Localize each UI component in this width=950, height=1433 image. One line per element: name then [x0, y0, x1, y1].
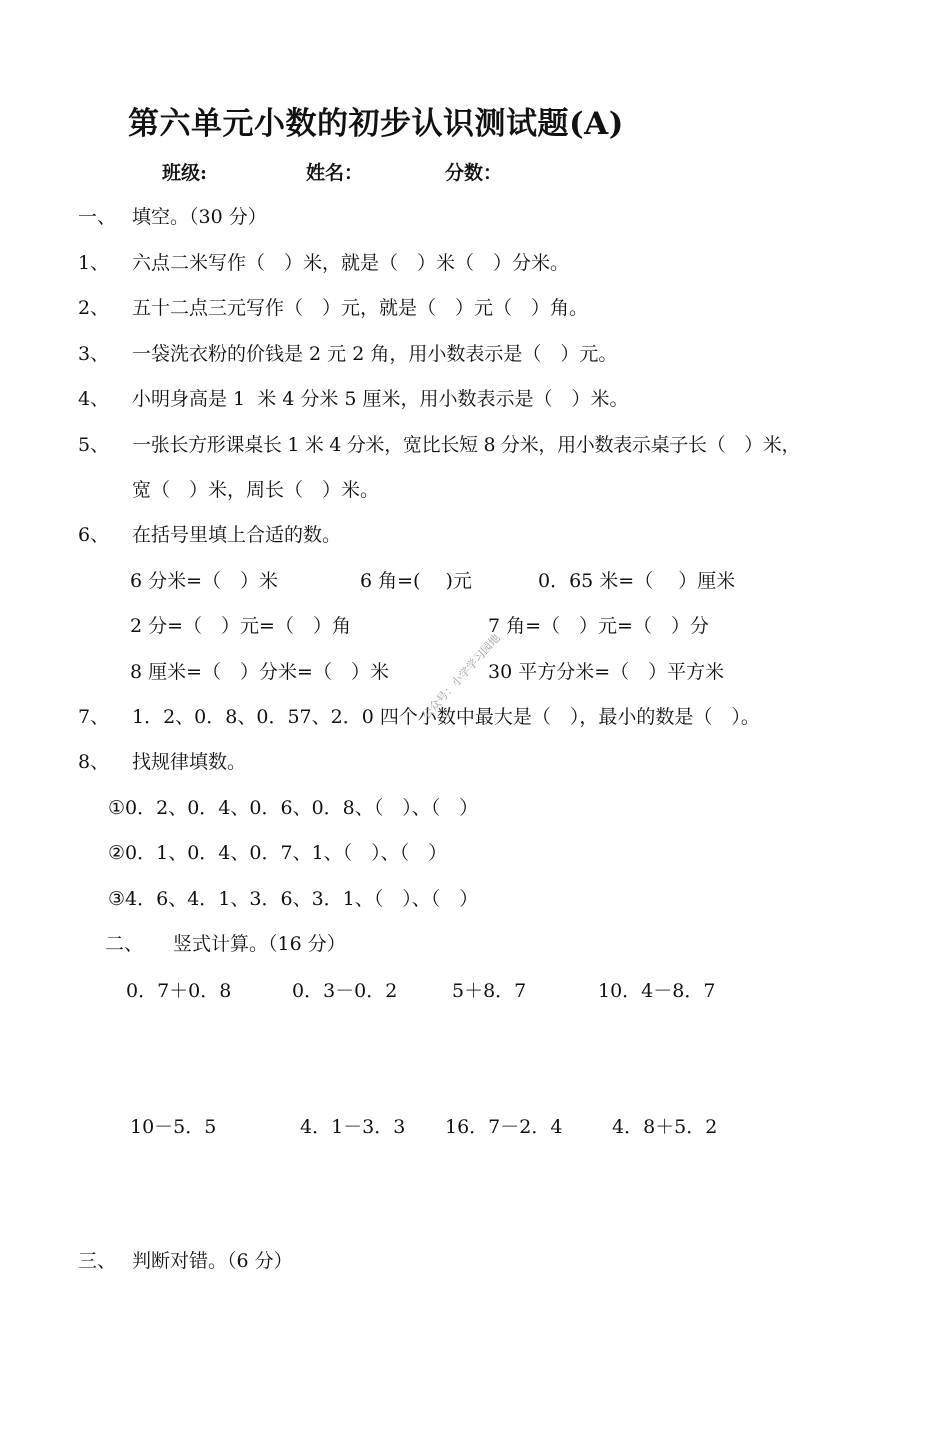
section-number: 一、 [78, 206, 117, 228]
fill-item: 6 分米=（ ）米 [130, 570, 279, 592]
fill-item: 30 平方分米=（ ）平方米 [488, 661, 725, 683]
class-label: 班级: [162, 162, 208, 184]
question-text: 小明身高是 1 米 4 分米 5 厘米，用小数表示是（ ）米。 [132, 388, 629, 410]
question-text: 在括号里填上合适的数。 [132, 524, 342, 546]
calc-item: 16．7－2．4 [445, 1116, 563, 1138]
question-number: 3、 [78, 343, 110, 365]
question-number: 2、 [78, 297, 110, 319]
section-number: 二、 [105, 933, 144, 955]
question-number: 6、 [78, 524, 110, 546]
question-number: 8、 [78, 751, 110, 773]
question-text: 六点二米写作（ ）米，就是（ ）米（ ）分米。 [132, 252, 570, 274]
question-text-continued: 宽（ ）米，周长（ ）米。 [132, 479, 380, 501]
fill-item: 8 厘米=（ ）分米=（ ）米 [130, 661, 389, 683]
calc-item: 0．7＋0．8 [126, 980, 232, 1002]
calc-item: 10－5．5 [130, 1116, 217, 1138]
page-title: 第六单元小数的初步认识测试题(A) [128, 106, 624, 142]
fill-item: 0．65 米=（ ）厘米 [538, 570, 736, 592]
name-label: 姓名： [306, 162, 364, 184]
watermark: 公众号：小学学习园地 [419, 631, 503, 723]
question-text: 一张长方形课桌长 1 米 4 分米，宽比长短 8 分米，用小数表示桌子长（ ）米， [132, 434, 801, 456]
score-label: 分数： [445, 162, 503, 184]
fill-item: 6 角=( )元 [360, 570, 472, 592]
calc-item: 0．3－0．2 [292, 980, 398, 1002]
calc-item: 4．1－3．3 [300, 1116, 406, 1138]
question-text: 一袋洗衣粉的价钱是 2 元 2 角，用小数表示是（ ）元。 [132, 343, 618, 365]
pattern-item: ②0．1、0．4、0．7、1、（ ）、（ ） [108, 842, 448, 864]
question-number: 1、 [78, 252, 110, 274]
question-number: 5、 [78, 434, 110, 456]
fill-item: 2 分=（ ）元=（ ）角 [130, 615, 351, 637]
section-number: 三、 [78, 1250, 117, 1272]
calc-item: 5＋8．7 [452, 980, 527, 1002]
section-title: 填空。（30 分） [132, 206, 267, 228]
question-text: 找规律填数。 [132, 751, 247, 773]
calc-item: 4．8＋5．2 [612, 1116, 718, 1138]
calc-item: 10．4－8．7 [598, 980, 716, 1002]
pattern-item: ①0．2、0．4、0．6、0．8、（ ）、（ ） [108, 797, 479, 819]
question-text: 五十二点三元写作（ ）元，就是（ ）元（ ）角。 [132, 297, 589, 319]
question-number: 4、 [78, 388, 110, 410]
section-title: 竖式计算。（16 分） [173, 933, 346, 955]
pattern-item: ③4．6、4．1、3．6、3．1、（ ）、（ ） [108, 888, 479, 910]
question-number: 7、 [78, 706, 110, 728]
question-text: 1．2、0．8、0．57、2．0 四个小数中最大是（ ），最小的数是（ ）。 [132, 706, 760, 728]
section-title: 判断对错。（6 分） [132, 1250, 293, 1272]
fill-item: 7 角=（ ）元=（ ）分 [488, 615, 709, 637]
